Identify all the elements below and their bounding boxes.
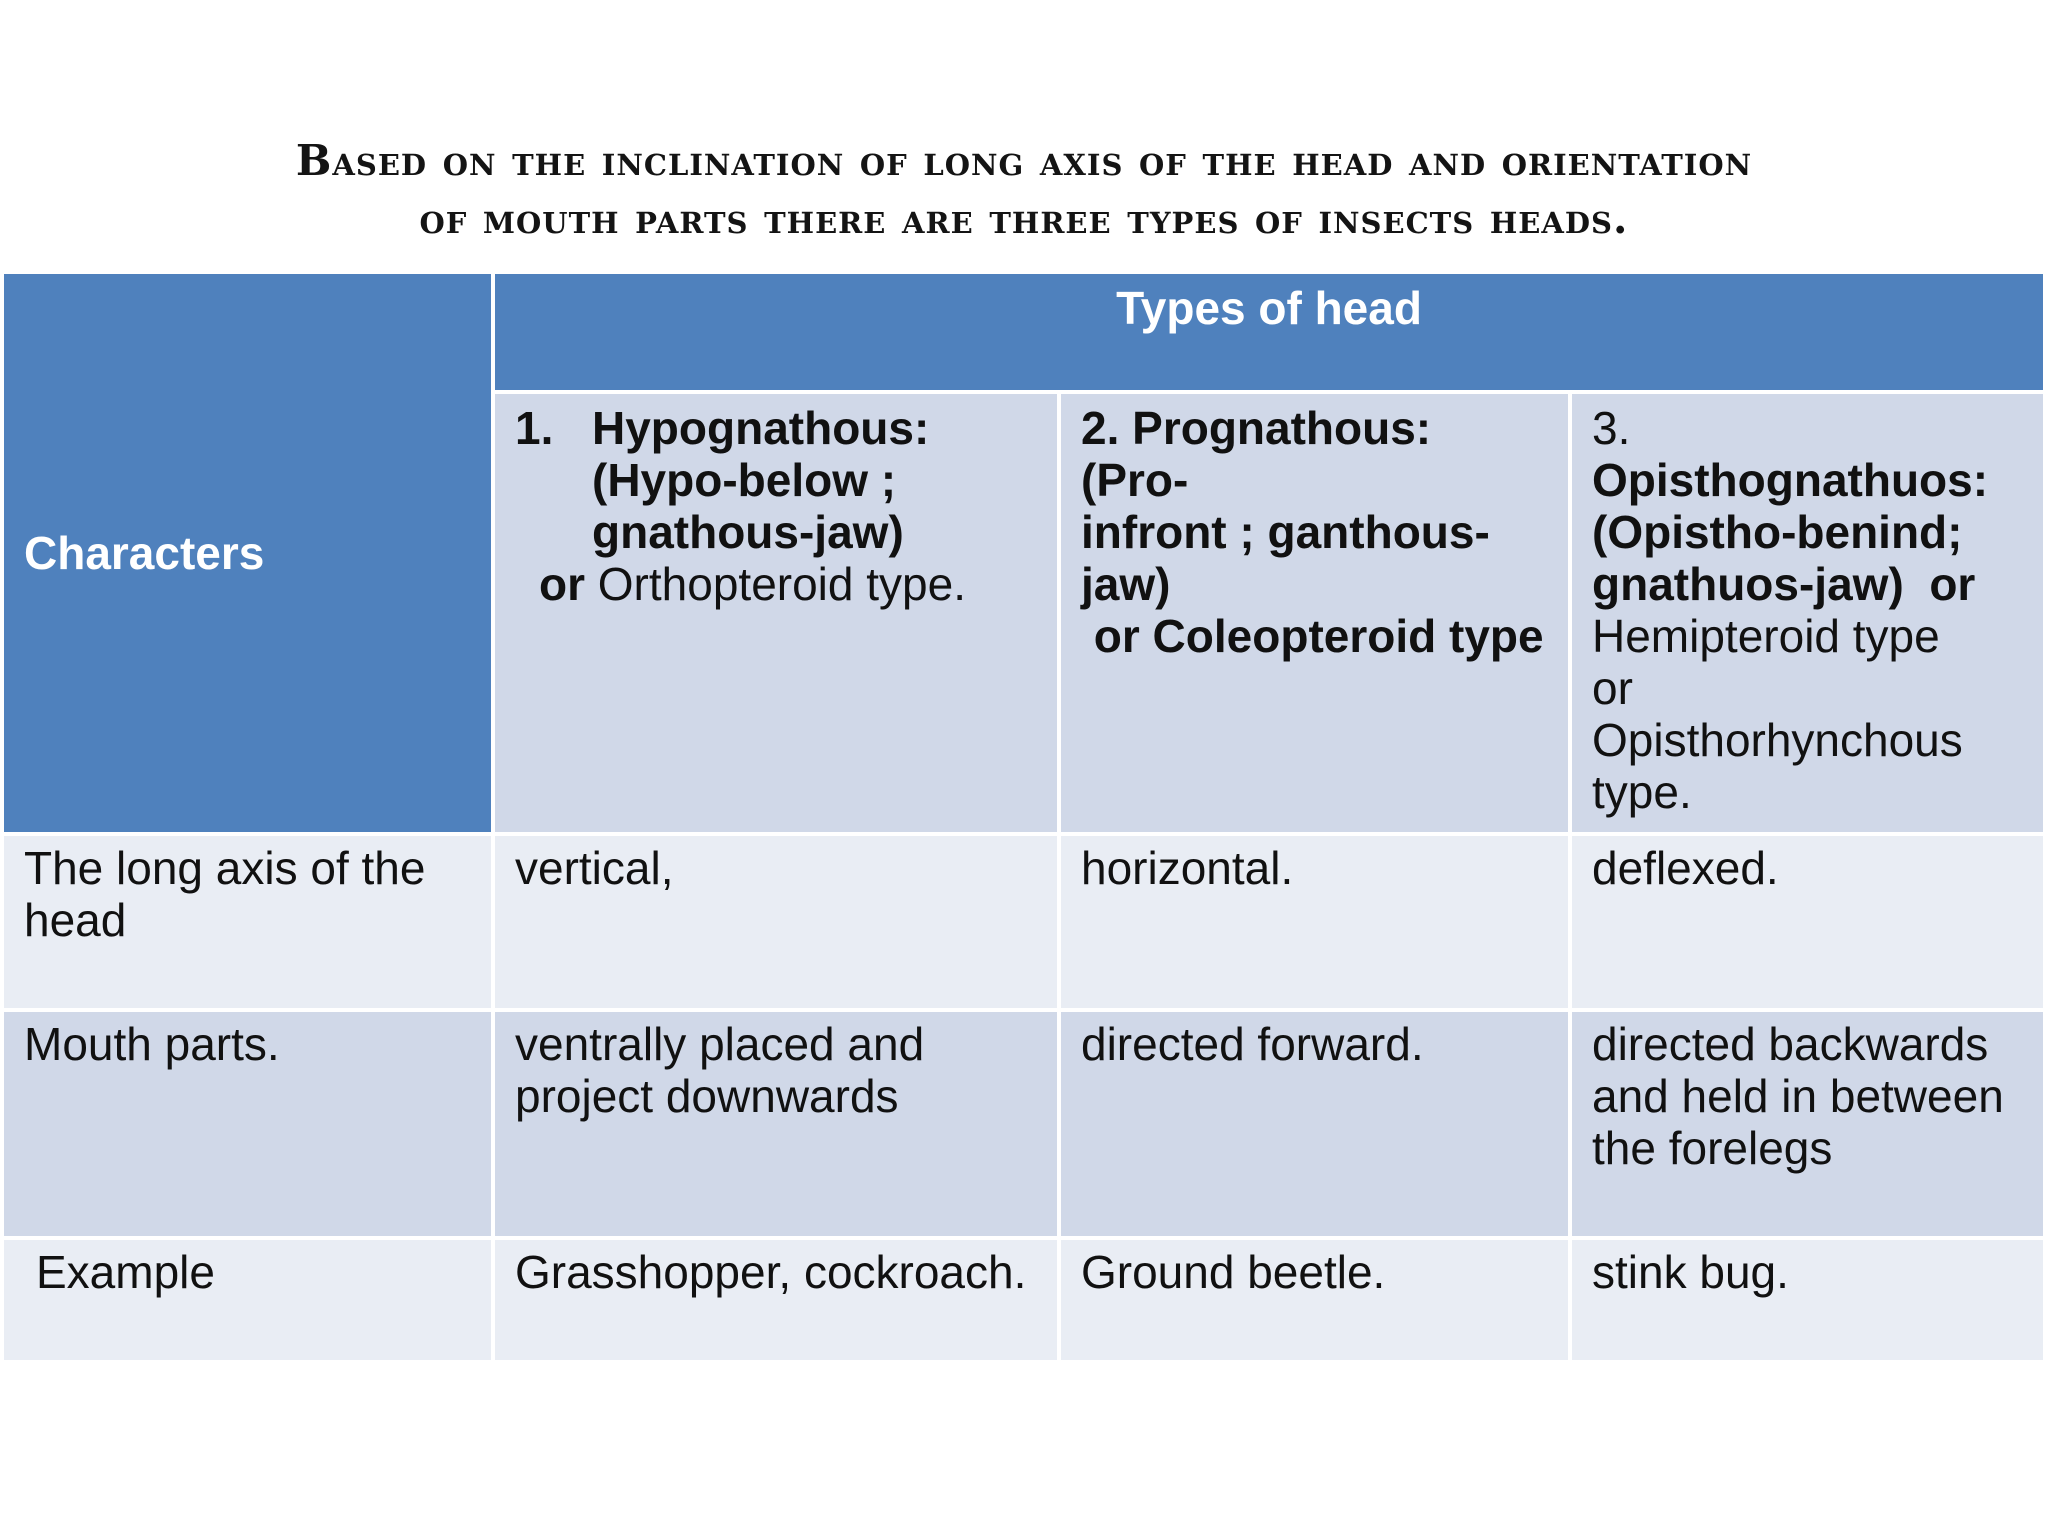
table-header-row-1 [2, 272, 2045, 392]
row-value: directed backwards and held in between the forelegs [1592, 1018, 2004, 1174]
slide-title-line-2: of mouth parts there are three types of insects heads. [419, 194, 1629, 243]
table-row [2, 1238, 2045, 1362]
type3-alt-2: or [1592, 662, 1633, 715]
table-row [2, 834, 2045, 1010]
row-value-cell [1570, 834, 2045, 1010]
row-value: directed forward. [1081, 1018, 1424, 1070]
type-opisthognathous-cell [1570, 392, 2045, 834]
slide-title-line-1: Based on the inclination of long axis of the head and orientation [295, 136, 1753, 185]
row-label-cell [2, 834, 493, 1010]
type-hypognathous-cell [493, 392, 1059, 834]
type2-line-2: infront ; ganthous- [1081, 506, 1490, 559]
type1-etymology-1: (Hypo-below ; [592, 454, 897, 507]
type3-alt-3: Opisthorhynchous [1592, 714, 1963, 767]
type3-number: 3. [1592, 402, 1631, 455]
row-value: horizontal. [1081, 842, 1294, 894]
type1-name: Hypognathous: [592, 402, 930, 455]
row-value: deflexed. [1592, 842, 1779, 894]
row-value-cell [1570, 1238, 2045, 1362]
row-value: ventrally placed and project downwards [515, 1018, 925, 1122]
types-of-head-header-cell [493, 272, 2045, 392]
row-value: vertical, [515, 842, 674, 894]
row-value-cell [1059, 1238, 1570, 1362]
type1-etymology-2: gnathous-jaw) [592, 506, 904, 559]
type3-name: Opisthognathuos: [1592, 454, 1989, 507]
slide-title [100, 132, 1948, 248]
row-value-cell [1059, 1010, 1570, 1238]
row-value: stink bug. [1592, 1246, 1789, 1298]
row-label: The long axis of the head [24, 842, 426, 946]
row-label-cell [2, 1238, 493, 1362]
row-label: Mouth parts. [24, 1018, 280, 1070]
characters-header: Characters [24, 527, 265, 579]
type1-alt-line [515, 558, 1039, 610]
table-row [2, 1010, 2045, 1238]
row-value-cell [1059, 834, 1570, 1010]
type1-number: 1. [515, 402, 554, 455]
row-value-cell [493, 1238, 1059, 1362]
type3-etymology-1: (Opistho-benind; [1592, 506, 1963, 559]
row-label: Example [36, 1246, 215, 1298]
head-types-table [0, 270, 2047, 1364]
row-value: Grasshopper, cockroach. [515, 1246, 1027, 1298]
type3-alt-1: Hemipteroid type [1592, 610, 1940, 663]
type1-alt-name: Orthopteroid type. [585, 558, 966, 611]
type2-line-1: 2. Prognathous: (Pro- [1081, 402, 1432, 507]
row-value: Ground beetle. [1081, 1246, 1386, 1298]
characters-header-cell [2, 272, 493, 834]
type3-etymology-2: gnathuos-jaw) or [1592, 558, 1976, 611]
type3-alt-4: type. [1592, 766, 1692, 819]
row-value-cell [1570, 1010, 2045, 1238]
type-prognathous-cell [1059, 392, 1570, 834]
type2-line-4: or Coleopteroid type [1081, 610, 1544, 663]
type1-or: or [539, 558, 585, 611]
types-of-head-header: Types of head [1116, 282, 1422, 334]
row-label-cell [2, 1010, 493, 1238]
row-value-cell [493, 834, 1059, 1010]
type2-line-3: jaw) [1081, 558, 1171, 611]
row-value-cell [493, 1010, 1059, 1238]
